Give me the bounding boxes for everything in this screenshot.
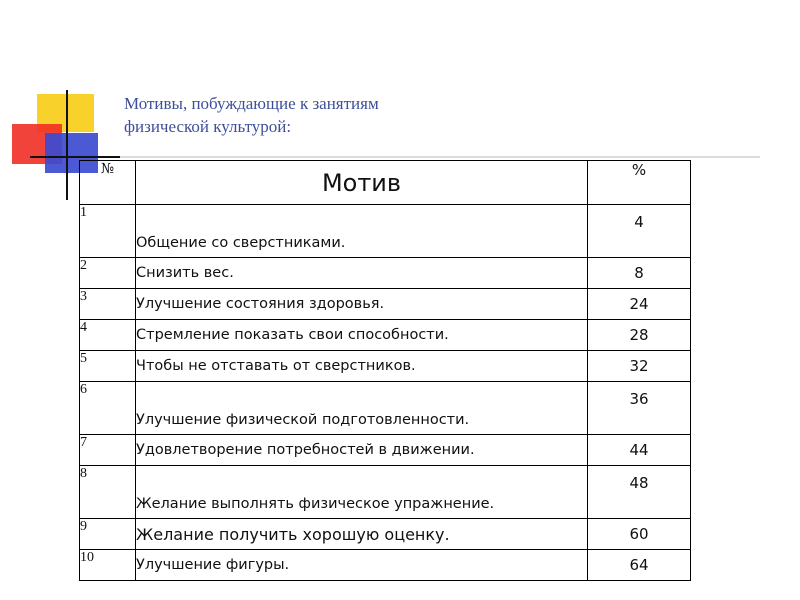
table-row [80, 519, 691, 550]
row-motive: Удовлетворение потребностей в движении. [136, 435, 588, 466]
table-row [80, 435, 691, 466]
header-motive: Мотив [136, 161, 588, 205]
row-motive: Улучшение физической подготовленности. [136, 382, 588, 435]
row-motive: Улучшение состояния здоровья. [136, 289, 588, 320]
row-percent: 28 [588, 320, 691, 351]
row-percent: 64 [588, 550, 691, 581]
header-percent: % [588, 161, 691, 205]
row-percent: 24 [588, 289, 691, 320]
row-percent: 36 [588, 382, 691, 435]
title-line-2: физической культурой: [124, 117, 292, 136]
row-motive: Улучшение фигуры. [136, 550, 588, 581]
row-percent: 4 [588, 205, 691, 258]
row-motive: Чтобы не отставать от сверстников. [136, 351, 588, 382]
row-motive: Желание получить хорошую оценку. [136, 519, 588, 550]
row-percent: 44 [588, 435, 691, 466]
row-number: 2 [80, 258, 136, 289]
table-header-row [80, 161, 691, 205]
table-row [80, 205, 691, 258]
table-row [80, 351, 691, 382]
row-number: 1 [80, 205, 136, 258]
row-percent: 60 [588, 519, 691, 550]
row-number: 4 [80, 320, 136, 351]
table-row [80, 466, 691, 519]
row-percent: 48 [588, 466, 691, 519]
row-number: 6 [80, 382, 136, 435]
table-row [80, 289, 691, 320]
motives-table [79, 160, 691, 581]
row-percent: 8 [588, 258, 691, 289]
table-row [80, 320, 691, 351]
row-motive: Общение со сверстниками. [136, 205, 588, 258]
row-number: 9 [80, 519, 136, 550]
title-line-1: Мотивы, побуждающие к занятиям [124, 94, 379, 113]
row-motive: Снизить вес. [136, 258, 588, 289]
row-number: 10 [80, 550, 136, 581]
table-row [80, 258, 691, 289]
row-number: 3 [80, 289, 136, 320]
row-number: 5 [80, 351, 136, 382]
row-number: 7 [80, 435, 136, 466]
table-row [80, 550, 691, 581]
slide-title [124, 92, 544, 138]
row-motive: Желание выполнять физическое упражнение. [136, 466, 588, 519]
table-row [80, 382, 691, 435]
header-number: № [80, 161, 136, 205]
row-number: 8 [80, 466, 136, 519]
row-motive: Стремление показать свои способности. [136, 320, 588, 351]
row-percent: 32 [588, 351, 691, 382]
